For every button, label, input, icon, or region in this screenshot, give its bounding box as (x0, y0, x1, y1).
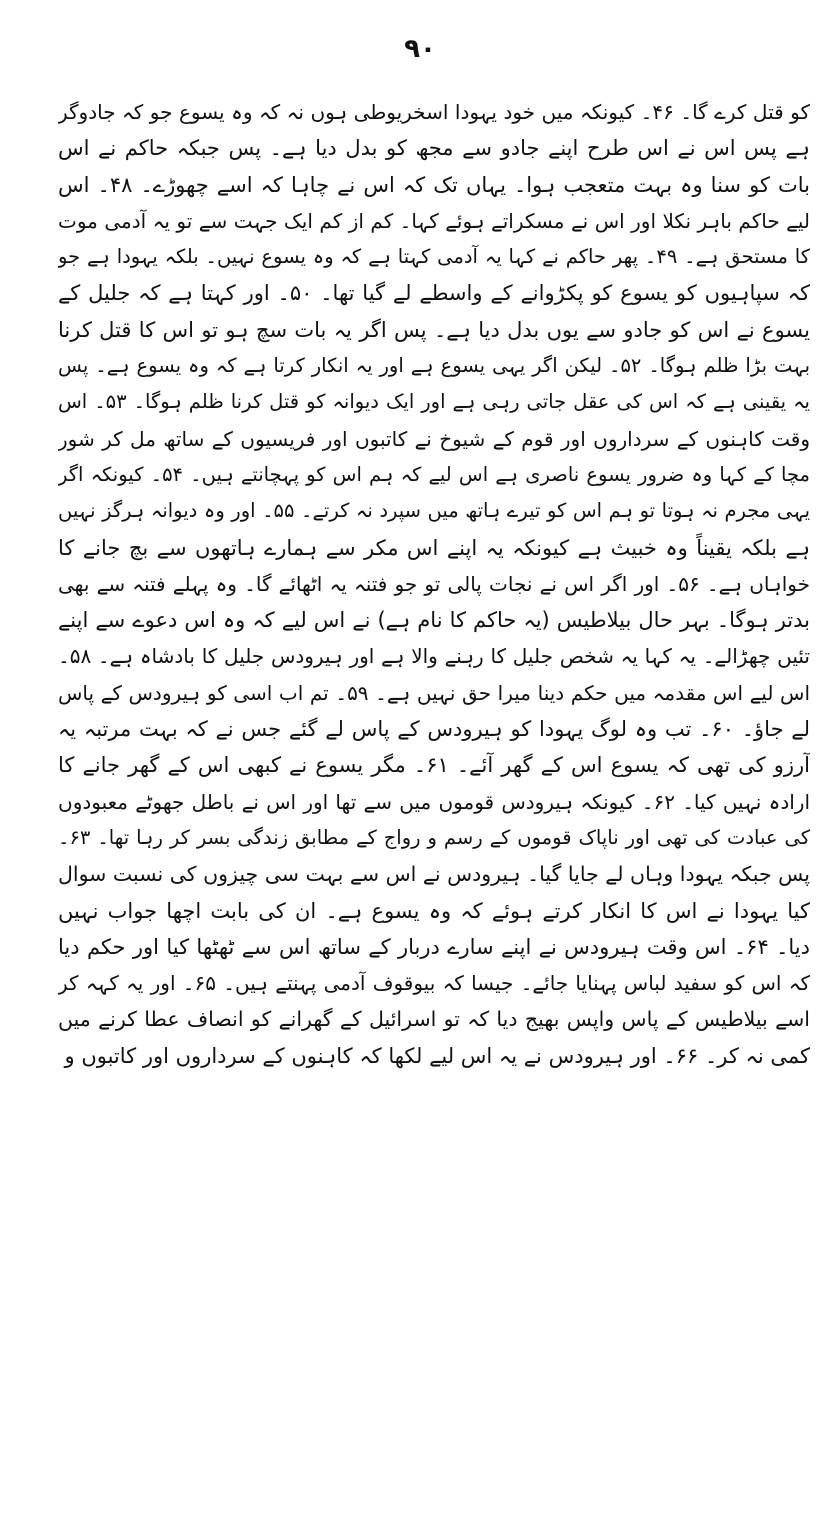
text-line: لے جاؤ۔ ۶۰۔ تب وہ لوگ یہودا کو ہیرودس کے پاس لے گئے جس نے کہ بہت مرتبہ یہ (58, 717, 810, 742)
text-line: کا مستحق ہے۔ ۴۹۔ پھر حاکم نے کہا یہ آدمی کہتا ہے کہ وہ یسوع نہیں۔ بلکہ یہودا ہے جو (58, 245, 810, 269)
text-line: کمی نہ کر۔ ۶۶۔ اور ہیرودس نے یہ اس لیے لکھا کہ کاہنوں کے سرداروں اور کاتبوں و (64, 1043, 810, 1068)
text-line: مچا کے کہا وہ ضرور یسوع ناصری ہے اس لیے کہ ہم اس کو پہچانتے ہیں۔ ۵۴۔ کیونکہ اگر (58, 462, 810, 486)
text-line: بہت بڑا ظلم ہوگا۔ ۵۲۔ لیکن اگر یہی یسوع ہے اور یہ انکار کرتا ہے کہ وہ یسوع ہے۔ پس (58, 354, 810, 378)
text-line: ہے بلکہ یقیناً وہ خبیث ہے کیونکہ یہ اپنے اس مکر سے ہمارے ہاتھوں سے بچ جانے کا (58, 535, 810, 560)
text-line: بات کو سنا وہ بہت متعجب ہوا۔ یہاں تک کہ اس نے چاہا کہ اسے چھوڑے۔ ۴۸۔ اس (58, 172, 810, 197)
text-line: کو قتل کرے گا۔ ۴۶۔ کیونکہ میں خود یہودا اسخریوطی ہوں نہ کہ وہ یسوع جو کہ جادوگر (58, 100, 810, 124)
text-line: تئیں چھڑالے۔ یہ کہا یہ شخص جلیل کا رہنے والا ہے اور ہیرودس جلیل کا بادشاہ ہے۔ ۵۸۔ (58, 644, 810, 669)
page-number: ۹۰ (404, 34, 436, 64)
text-line: اسے بیلاطیس کے پاس واپس بھیج دیا کہ تو اسرائیل کے گھرانے کو انصاف عطا کرنے میں (58, 1007, 810, 1032)
text-line: پس جبکہ یہودا وہاں لے جایا گیا۔ ہیرودس نے اس سے بہت سی چیزوں کی نسبت سوال (58, 862, 810, 887)
text-line: یہی مجرم نہ ہوتا تو ہم اس کو تیرے ہاتھ میں سپرد نہ کرتے۔ ۵۵۔ اور وہ دیوانہ ہرگز نہیں (58, 499, 810, 523)
text-line: بدتر ہوگا۔ بہر حال بیلاطیس (یہ حاکم کا نام ہے) نے اس لیے کہ وہ اس دعوے سے اپنے (58, 608, 810, 633)
text-line: یہ یقینی ہے کہ اس کی عقل جاتی رہی ہے اور ایک دیوانہ کو قتل کرنا ظلم ہوگا۔ ۵۳۔ اس (58, 390, 810, 414)
text-line: کی عبادت کی تھی اور ناپاک قوموں کے رسم و رواج کے مطابق زندگی بسر کر رہا تھا۔ ۶۳۔ (58, 825, 810, 849)
text-line: وقت کاہنوں کے سرداروں اور قوم کے شیوخ نے کاتبوں اور فریسیوں کے ساتھ مل کر شور (58, 426, 810, 451)
text-line: آرزو کی تھی کہ یسوع اس کے گھر آئے۔ ۶۱۔ مگر یسوع نے کبھی اس کے گھر جانے کا (58, 753, 810, 778)
text-line: خواہاں ہے۔ ۵۶۔ اور اگر اس نے نجات پالی تو جو فتنہ یہ اٹھائے گا۔ وہ پہلے فتنہ سے بھی (58, 571, 810, 596)
text-line: کیا یہودا نے اس کا انکار کرتے ہوئے کہ وہ یسوع ہے۔ ان کی بابت اچھا جواب نہیں (58, 898, 810, 923)
text-line: کہ اس کو سفید لباس پہنایا جائے۔ جیسا کہ بیوقوف آدمی پہنتے ہیں۔ ۶۵۔ اور یہ کہہ کر (58, 971, 810, 996)
text-line: دیا۔ ۶۴۔ اس وقت ہیرودس نے اپنے سارے دربار کے ساتھ اس سے ٹھٹھا کیا اور حکم دیا (58, 934, 810, 959)
text-line: کہ سپاہیوں کو یسوع کو پکڑوانے کے واسطے لے گیا تھا۔ ۵۰۔ اور کہتا ہے کہ جلیل کے (58, 281, 810, 306)
text-line: یسوع نے اس کو جادو سے یوں بدل دیا ہے۔ پس اگر یہ بات سچ ہو تو اس کا قتل کرنا (58, 317, 810, 342)
text-line: ہے پس اس نے اس طرح اپنے جادو سے مجھ کو بدل دیا ہے۔ پس جبکہ حاکم نے اس (58, 136, 810, 161)
text-line: ارادہ نہیں کیا۔ ۶۲۔ کیونکہ ہیرودس قوموں میں سے تھا اور اس نے باطل جھوٹے معبودوں (58, 789, 810, 814)
text-line: اس لیے اس مقدمہ میں حکم دینا میرا حق نہیں ہے۔ ۵۹۔ تم اب اسی کو ہیرودس کے پاس (58, 680, 810, 705)
body-text (58, 94, 810, 1074)
text-line: لیے حاکم باہر نکلا اور اس نے مسکراتے ہوئے کہا۔ کم از کم ایک جہت سے تو یہ آدمی موت (58, 208, 810, 233)
